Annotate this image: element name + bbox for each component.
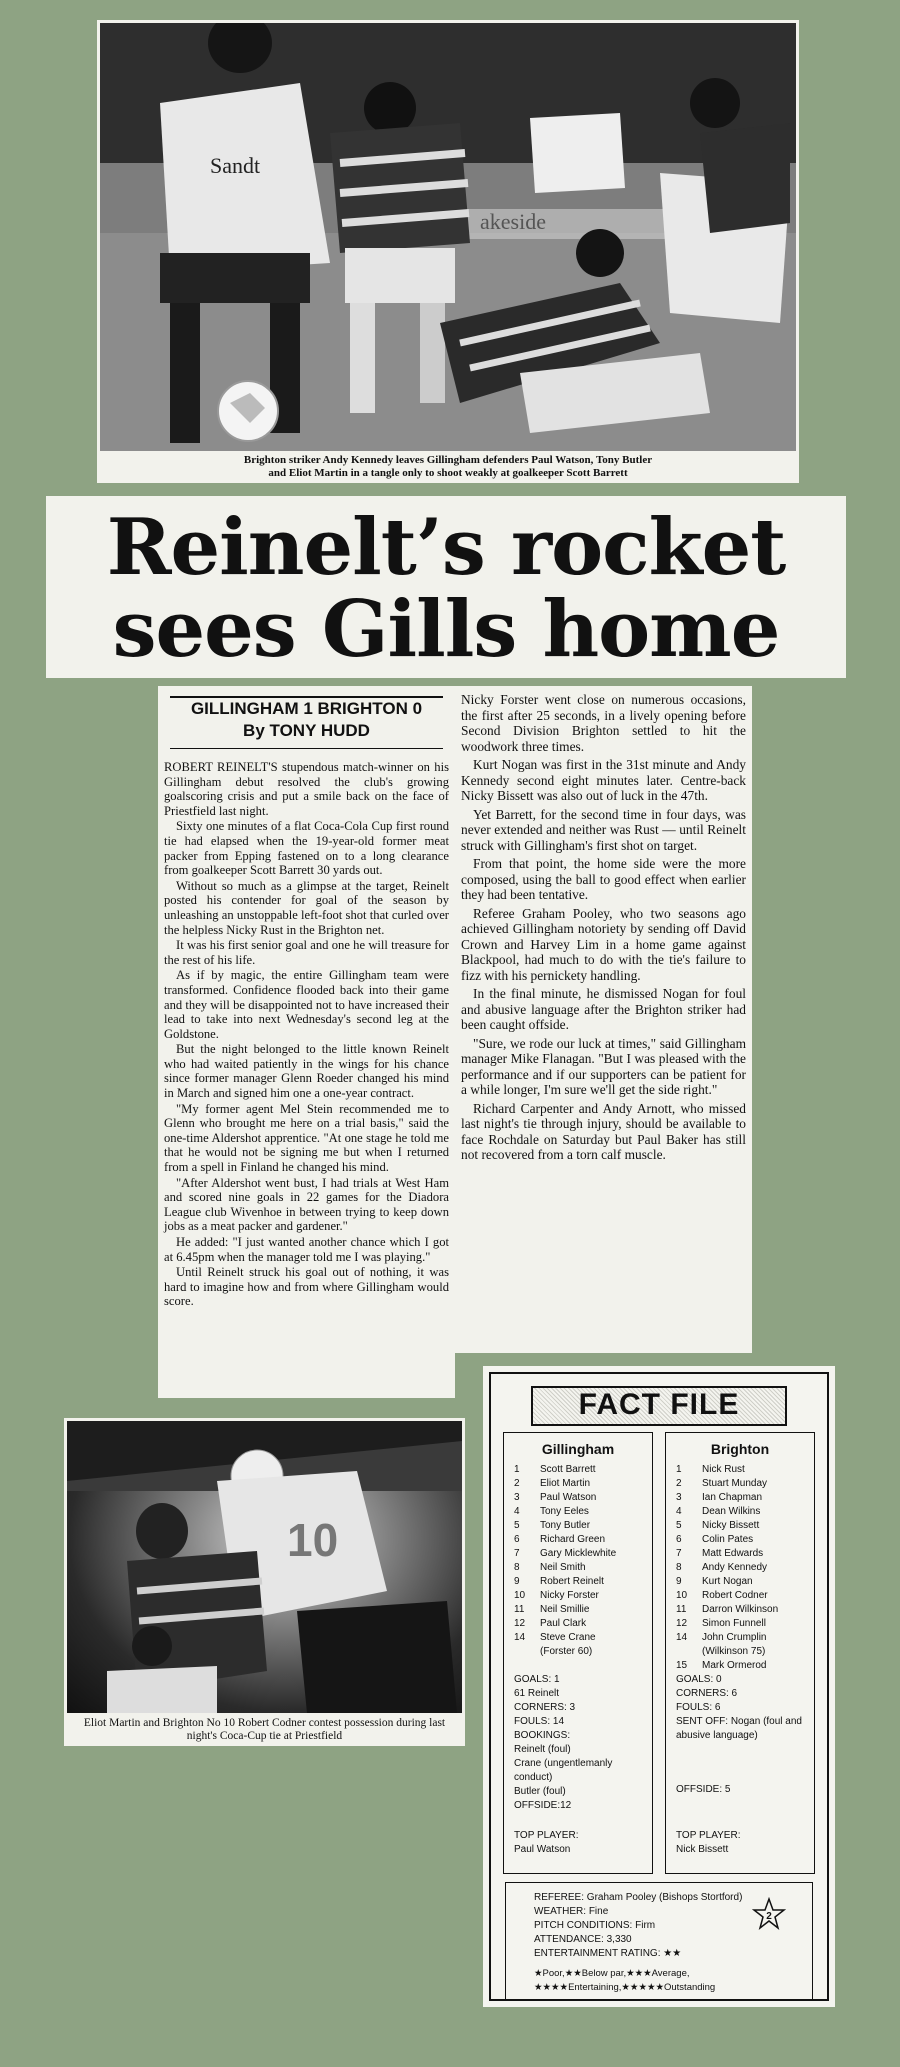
stat-line: GOALS: 1 bbox=[514, 1674, 560, 1685]
player-name: Darron Wilkinson bbox=[702, 1604, 779, 1615]
lineup-row bbox=[514, 1575, 652, 1589]
top-player-label: TOP PLAYER: bbox=[676, 1830, 741, 1841]
article-paragraph: As if by magic, the entire Gillingham team were transformed. Confidence flooded back into their game and they will be disappointed not to have increased their lead to take into next Wednesday's second leg at the Goldstone. bbox=[164, 968, 449, 1041]
shirt-number bbox=[676, 1645, 702, 1659]
player-name: Neil Smith bbox=[540, 1562, 586, 1573]
match-info-line: WEATHER: Fine bbox=[534, 1906, 609, 1917]
lineup-row bbox=[676, 1519, 814, 1533]
star-rating-number: 2 bbox=[766, 1911, 772, 1922]
lineup-row bbox=[676, 1477, 814, 1491]
rating-key-line2: ★★★★Entertaining,★★★★★Outstanding bbox=[534, 1982, 716, 1993]
lineup-row bbox=[514, 1477, 652, 1491]
shirt-number: 9 bbox=[514, 1576, 520, 1587]
match-info-line: REFEREE: Graham Pooley (Bishops Stortford) bbox=[534, 1892, 743, 1903]
lineup-row bbox=[676, 1575, 814, 1589]
stat-line: GOALS: 0 bbox=[676, 1674, 722, 1685]
shirt-number: 3 bbox=[514, 1492, 520, 1503]
article-paragraph: Kurt Nogan was first in the 31st minute and Andy Kennedy second eight minutes later. Centre-back Nicky Bissett was also out of luck in the 47th. bbox=[461, 757, 746, 803]
shirt-number bbox=[514, 1645, 540, 1659]
bottom-photo-clipping bbox=[64, 1418, 465, 1746]
top-photo-clipping bbox=[97, 20, 799, 483]
article-paragraph: From that point, the home side were the more composed, using the ball to good effect when earlier they had been tentative. bbox=[461, 856, 746, 902]
player-name: (Wilkinson 75) bbox=[702, 1646, 766, 1657]
stat-line: Reinelt (foul) bbox=[514, 1744, 571, 1755]
star-rating-icon bbox=[752, 1897, 786, 1931]
article-column-1 bbox=[158, 686, 455, 1398]
article-paragraph: ROBERT REINELT'S stupendous match-winner on his Gillingham debut resolved the club's growing goalscoring crisis and put a smile back on the face of Priestfield last night. bbox=[164, 760, 449, 818]
lineup-row bbox=[676, 1589, 814, 1603]
top-player-name: Nick Bissett bbox=[676, 1844, 729, 1855]
shirt-number: 7 bbox=[676, 1548, 682, 1559]
lineup-row bbox=[514, 1631, 652, 1645]
player-name: John Crumplin bbox=[702, 1632, 767, 1643]
byline-box bbox=[170, 696, 443, 749]
headline-clipping bbox=[46, 496, 846, 678]
player-name: Matt Edwards bbox=[702, 1548, 764, 1559]
brighton-stats bbox=[666, 1673, 814, 1743]
player-name: Tony Eeles bbox=[540, 1506, 589, 1517]
shirt-number: 6 bbox=[514, 1534, 520, 1545]
shirt-number: 10 bbox=[514, 1590, 526, 1601]
article-paragraph: Without so much as a glimpse at the target, Reinelt posted his contender for goal of the season by unleashing an unstoppable left-foot shot that curled over the helpless Nicky Rust in the Brighton net. bbox=[164, 878, 449, 937]
article-paragraph: Yet Barrett, for the second time in four days, was never extended and neither was Rust — until Reinelt struck with Gillingham's first shot on target. bbox=[461, 806, 746, 853]
top-photo-caption-line1: Brighton striker Andy Kennedy leaves Gillingham defenders Paul Watson, Tony Butler bbox=[243, 454, 653, 466]
player-name: Nicky Forster bbox=[540, 1590, 599, 1601]
shirt-number: 11 bbox=[676, 1604, 687, 1615]
lineup-row bbox=[676, 1505, 814, 1519]
player-name: Ian Chapman bbox=[702, 1492, 763, 1503]
shirt-number: 7 bbox=[514, 1548, 520, 1559]
gillingham-stats bbox=[504, 1673, 652, 1813]
lineup-row bbox=[514, 1463, 652, 1477]
player-name: Paul Clark bbox=[540, 1618, 587, 1629]
stat-line: CORNERS: 6 bbox=[676, 1688, 738, 1699]
shirt-number: 10 bbox=[676, 1590, 688, 1601]
top-player-label: TOP PLAYER: bbox=[514, 1830, 579, 1841]
player-name: (Forster 60) bbox=[540, 1646, 593, 1657]
article-column-2 bbox=[455, 686, 752, 1353]
lineup-row bbox=[676, 1533, 814, 1547]
byline: By TONY HUDD bbox=[243, 721, 370, 740]
lineup-row bbox=[676, 1631, 814, 1645]
shirt-number: 15 bbox=[676, 1660, 688, 1671]
article-paragraph: Richard Carpenter and Andy Arnott, who missed last night's tie through injury, should be available to face Rochdale on Saturday but Paul Baker has still not recovered from a torn calf muscle. bbox=[461, 1100, 746, 1162]
shirt-number: 1 bbox=[676, 1464, 682, 1475]
column-2-text bbox=[461, 692, 746, 1166]
lineup-row bbox=[514, 1603, 652, 1617]
shirt-number: 6 bbox=[676, 1534, 682, 1545]
match-photo-codner bbox=[67, 1421, 462, 1713]
player-name: Richard Green bbox=[540, 1534, 606, 1545]
shirt-number: 14 bbox=[514, 1632, 526, 1643]
player-name: Gary Micklewhite bbox=[540, 1548, 617, 1559]
stat-line: 61 Reinelt bbox=[514, 1688, 560, 1699]
fact-file-box bbox=[483, 1366, 835, 2007]
shirt-number: 2 bbox=[514, 1478, 520, 1489]
article-paragraph: Until Reinelt struck his goal out of nothing, it was hard to imagine how and from where Gillingham would score. bbox=[164, 1265, 449, 1309]
stat-line: SENT OFF: Nogan (foul and abusive language) bbox=[676, 1716, 802, 1741]
stat-line: Butler (foul) bbox=[514, 1786, 566, 1797]
team-gillingham bbox=[503, 1432, 653, 1874]
player-name: Stuart Munday bbox=[702, 1478, 768, 1489]
match-photo-2-illustration bbox=[67, 1421, 462, 1713]
lineup-row bbox=[514, 1617, 652, 1631]
shirt-number: 10 bbox=[287, 1514, 339, 1566]
score-line: GILLINGHAM 1 BRIGHTON 0 bbox=[190, 699, 423, 718]
match-info-box bbox=[505, 1882, 813, 2000]
gillingham-lineup bbox=[504, 1463, 652, 1659]
article-paragraph: "After Aldershot went bust, I had trials at West Ham and scored nine goals in 22 games for the Diadora League club Wivenhoe in between trying to keep down jobs as a meat packer and gardener." bbox=[164, 1175, 449, 1234]
article-paragraph: Referee Graham Pooley, who two seasons ago achieved Gillingham notoriety by sending off David Crown and Harvey Lim in a home game against Blackpool, had much to do with the tie's failure to fizz with his pernickety handling. bbox=[461, 905, 746, 983]
stat-line: CORNERS: 3 bbox=[514, 1702, 576, 1713]
rating-key-line1: ★Poor,★★Below par,★★★Average, bbox=[534, 1968, 690, 1979]
player-name: Simon Funnell bbox=[702, 1618, 766, 1629]
lineup-row bbox=[676, 1659, 814, 1673]
player-name: Robert Reinelt bbox=[540, 1576, 604, 1587]
rating-key bbox=[534, 1967, 762, 1995]
player-name: Kurt Nogan bbox=[702, 1576, 753, 1587]
shirt-number: 12 bbox=[514, 1618, 526, 1629]
column-1-text bbox=[164, 760, 449, 1310]
player-name: Steve Crane bbox=[540, 1632, 596, 1643]
player-name: Scott Barrett bbox=[540, 1464, 596, 1475]
stat-line: BOOKINGS: bbox=[514, 1730, 571, 1741]
lineup-row bbox=[676, 1547, 814, 1561]
shirt-number: 4 bbox=[676, 1506, 682, 1517]
bottom-photo-caption: Eliot Martin and Brighton No 10 Robert Codner contest possession during last night's Coca-Cup tie at Priestfield bbox=[83, 1717, 446, 1742]
shirt-number: 12 bbox=[676, 1618, 688, 1629]
lineup-row bbox=[676, 1645, 814, 1659]
player-name: Robert Codner bbox=[702, 1590, 768, 1601]
player-name: Eliot Martin bbox=[540, 1478, 591, 1489]
brighton-lineup bbox=[666, 1463, 814, 1673]
lineup-row bbox=[514, 1589, 652, 1603]
top-player-name: Paul Watson bbox=[514, 1844, 571, 1855]
fact-file-border bbox=[489, 1372, 829, 2001]
article-paragraph: "My former agent Mel Stein recommended me to Glenn who brought me here on a trial basis," said the one-time Aldershot apprentice. "At one stage he told me that he would not be signing me but when I returned from a spell in Finland he changed his mind. bbox=[164, 1101, 449, 1175]
lineup-row bbox=[676, 1463, 814, 1477]
lineup-row bbox=[514, 1505, 652, 1519]
shirt-number: 9 bbox=[676, 1576, 682, 1587]
gillingham-top-player bbox=[504, 1829, 578, 1857]
player-name: Dean Wilkins bbox=[702, 1506, 761, 1517]
shirt-number: 11 bbox=[514, 1604, 525, 1615]
lineup-row bbox=[676, 1603, 814, 1617]
shirt-number: 2 bbox=[676, 1478, 682, 1489]
shirt-number: 8 bbox=[676, 1562, 682, 1573]
stat-line: OFFSIDE:12 bbox=[514, 1800, 572, 1811]
team-name-gillingham: Gillingham bbox=[541, 1441, 615, 1457]
shirt-number: 5 bbox=[514, 1520, 520, 1531]
article-paragraph: But the night belonged to the little known Reinelt who had waited patiently in the wings for his chance since former manager Glenn Roeder changed his mind in March and signed him one a one-year contract. bbox=[164, 1042, 449, 1101]
lineup-row bbox=[514, 1547, 652, 1561]
match-photo-illustration bbox=[100, 23, 796, 451]
article-paragraph: It was his first senior goal and one he will treasure for the rest of his life. bbox=[164, 938, 449, 967]
match-info-line: PITCH CONDITIONS: Firm bbox=[534, 1920, 656, 1931]
fact-file-title: FACT FILE bbox=[531, 1386, 787, 1426]
article-paragraph: He added: "I just wanted another chance which I got at 6.45pm when the manager told me I was playing." bbox=[164, 1235, 449, 1264]
stat-line: Crane (ungentlemanly conduct) bbox=[514, 1758, 613, 1783]
lineup-row bbox=[676, 1617, 814, 1631]
match-photo-kennedy bbox=[100, 23, 796, 451]
brighton-offside: OFFSIDE: 5 bbox=[676, 1784, 731, 1795]
shirt-number: 14 bbox=[676, 1632, 688, 1643]
lineup-row bbox=[514, 1491, 652, 1505]
lineup-row bbox=[514, 1645, 652, 1659]
lineup-row bbox=[514, 1533, 652, 1547]
lineup-row bbox=[676, 1491, 814, 1505]
lineup-row bbox=[514, 1519, 652, 1533]
top-photo-caption-line2: and Eliot Martin in a tangle only to shoot weakly at goalkeeper Scott Barrett bbox=[268, 467, 628, 479]
headline-line1: Reinelt’s rocket bbox=[106, 502, 786, 593]
player-name: Nicky Bissett bbox=[702, 1520, 760, 1531]
player-name: Andy Kennedy bbox=[702, 1562, 768, 1573]
player-name: Paul Watson bbox=[540, 1492, 597, 1503]
headline-line2: sees Gills home bbox=[112, 584, 780, 675]
match-info-lines bbox=[534, 1891, 762, 1961]
team-name-brighton: Brighton bbox=[710, 1441, 770, 1457]
stat-line: FOULS: 14 bbox=[514, 1716, 565, 1727]
player-name: Colin Pates bbox=[702, 1534, 754, 1545]
article-paragraph: Sixty one minutes of a flat Coca-Cola Cup first round tie had elapsed when the 19-year-old former meat packer from Epping fastened on to a long clearance from goalkeeper Scott Barrett 30 yards out. bbox=[164, 819, 449, 878]
shirt-number: 4 bbox=[514, 1506, 520, 1517]
player-name: Tony Butler bbox=[540, 1520, 591, 1531]
player-name: Mark Ormerod bbox=[702, 1660, 767, 1671]
team-brighton bbox=[665, 1432, 815, 1874]
player-name: Neil Smillie bbox=[540, 1604, 590, 1615]
shirt-number: 5 bbox=[676, 1520, 682, 1531]
article-paragraph: In the final minute, he dismissed Nogan for foul and abusive language after the Brighton striker had been caught offside. bbox=[461, 986, 746, 1032]
player-name: Nick Rust bbox=[702, 1464, 745, 1475]
article-paragraph: Nicky Forster went close on numerous occasions, the first after 25 seconds, in a lively opening before Second Division Brighton settled to hit the woodwork three times. bbox=[461, 692, 746, 754]
match-info-line: ATTENDANCE: 3,330 bbox=[534, 1934, 632, 1945]
shirt-sponsor-text: Sandt bbox=[210, 153, 261, 178]
top-photo-caption bbox=[97, 454, 799, 480]
lineup-row bbox=[676, 1561, 814, 1575]
stat-line: FOULS: 6 bbox=[676, 1702, 721, 1713]
shirt-number: 8 bbox=[514, 1562, 520, 1573]
match-info-line: ENTERTAINMENT RATING: ★★ bbox=[534, 1948, 682, 1959]
lineup-row bbox=[514, 1561, 652, 1575]
shirt-number: 3 bbox=[676, 1492, 682, 1503]
article-paragraph: "Sure, we rode our luck at times," said Gillingham manager Mike Flanagan. "But I was pleased with the performance and if our supporters can be patient for a while longer, I'm sure we'll get the side right." bbox=[461, 1035, 746, 1097]
brighton-top-player bbox=[666, 1829, 740, 1857]
shirt-number: 1 bbox=[514, 1464, 520, 1475]
board-text: akeside bbox=[480, 209, 546, 234]
